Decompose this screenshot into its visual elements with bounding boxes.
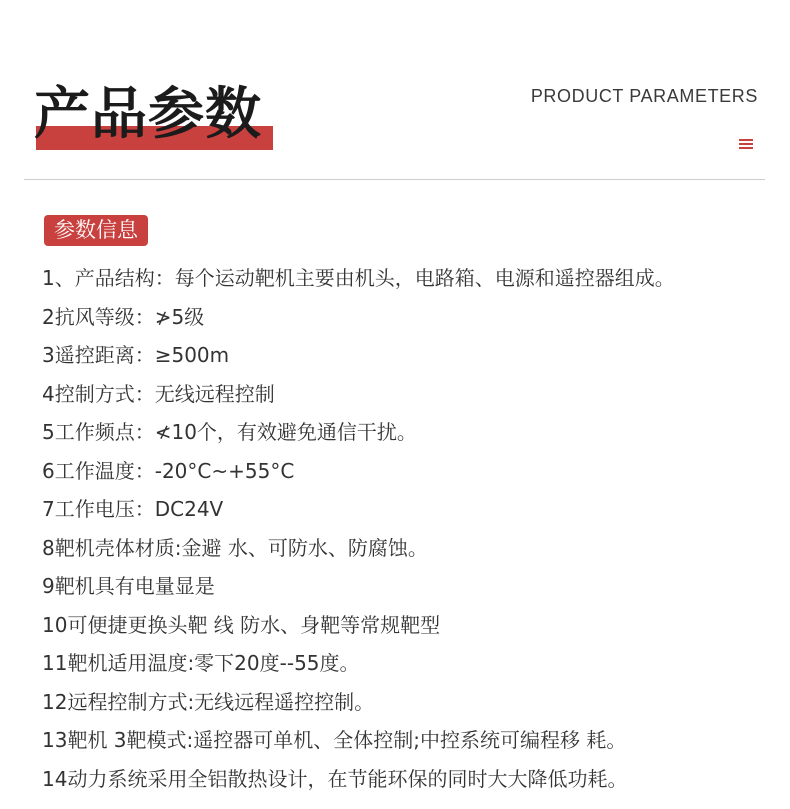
parameter-item: 8靶机壳体材质:金避 水、可防水、防腐蚀。 xyxy=(42,535,428,560)
parameter-item: 14动力系统采用全铝散热设计，在节能环保的同时大大降低功耗。 xyxy=(42,766,628,791)
parameter-item: 12远程控制方式:无线远程遥控控制。 xyxy=(42,689,375,714)
parameter-item: 2抗风等级：≯5级 xyxy=(42,304,205,329)
parameter-item: 11靶机适用温度:零下20度--55度。 xyxy=(42,651,360,675)
parameter-item: 5工作频点：≮10个，有效避免通信干扰。 xyxy=(42,420,417,444)
parameter-list xyxy=(42,259,777,798)
parameter-item: 7工作电压：DC24V xyxy=(42,497,224,521)
page-title: 产品参数 xyxy=(34,82,262,147)
menu-icon[interactable] xyxy=(739,139,753,149)
parameter-item: 6工作温度：-20°C~+55°C xyxy=(42,458,295,483)
parameter-item: 9靶机具有电量显是 xyxy=(42,574,215,598)
parameter-item: 4控制方式：无线远程控制 xyxy=(42,381,275,406)
parameter-item: 3遥控距离：≥500m xyxy=(42,343,230,367)
section-tag: 参数信息 xyxy=(44,215,148,246)
page-title-block xyxy=(36,82,273,150)
page-subtitle: PRODUCT PARAMETERS xyxy=(530,86,758,106)
menu-icon-line xyxy=(739,143,753,145)
parameter-item: 13靶机 3靶模式:遥控器可单机、全体控制;中控系统可编程移 耗。 xyxy=(42,728,627,752)
menu-icon-line xyxy=(739,139,753,141)
menu-icon-line xyxy=(739,147,753,149)
header-divider xyxy=(24,179,765,180)
parameter-item: 10可便捷更换头靶 线 防水、身靶等常规靶型 xyxy=(42,612,441,637)
parameter-item: 1、产品结构：每个运动靶机主要由机头，电路箱、电源和遥控器组成。 xyxy=(42,266,675,290)
